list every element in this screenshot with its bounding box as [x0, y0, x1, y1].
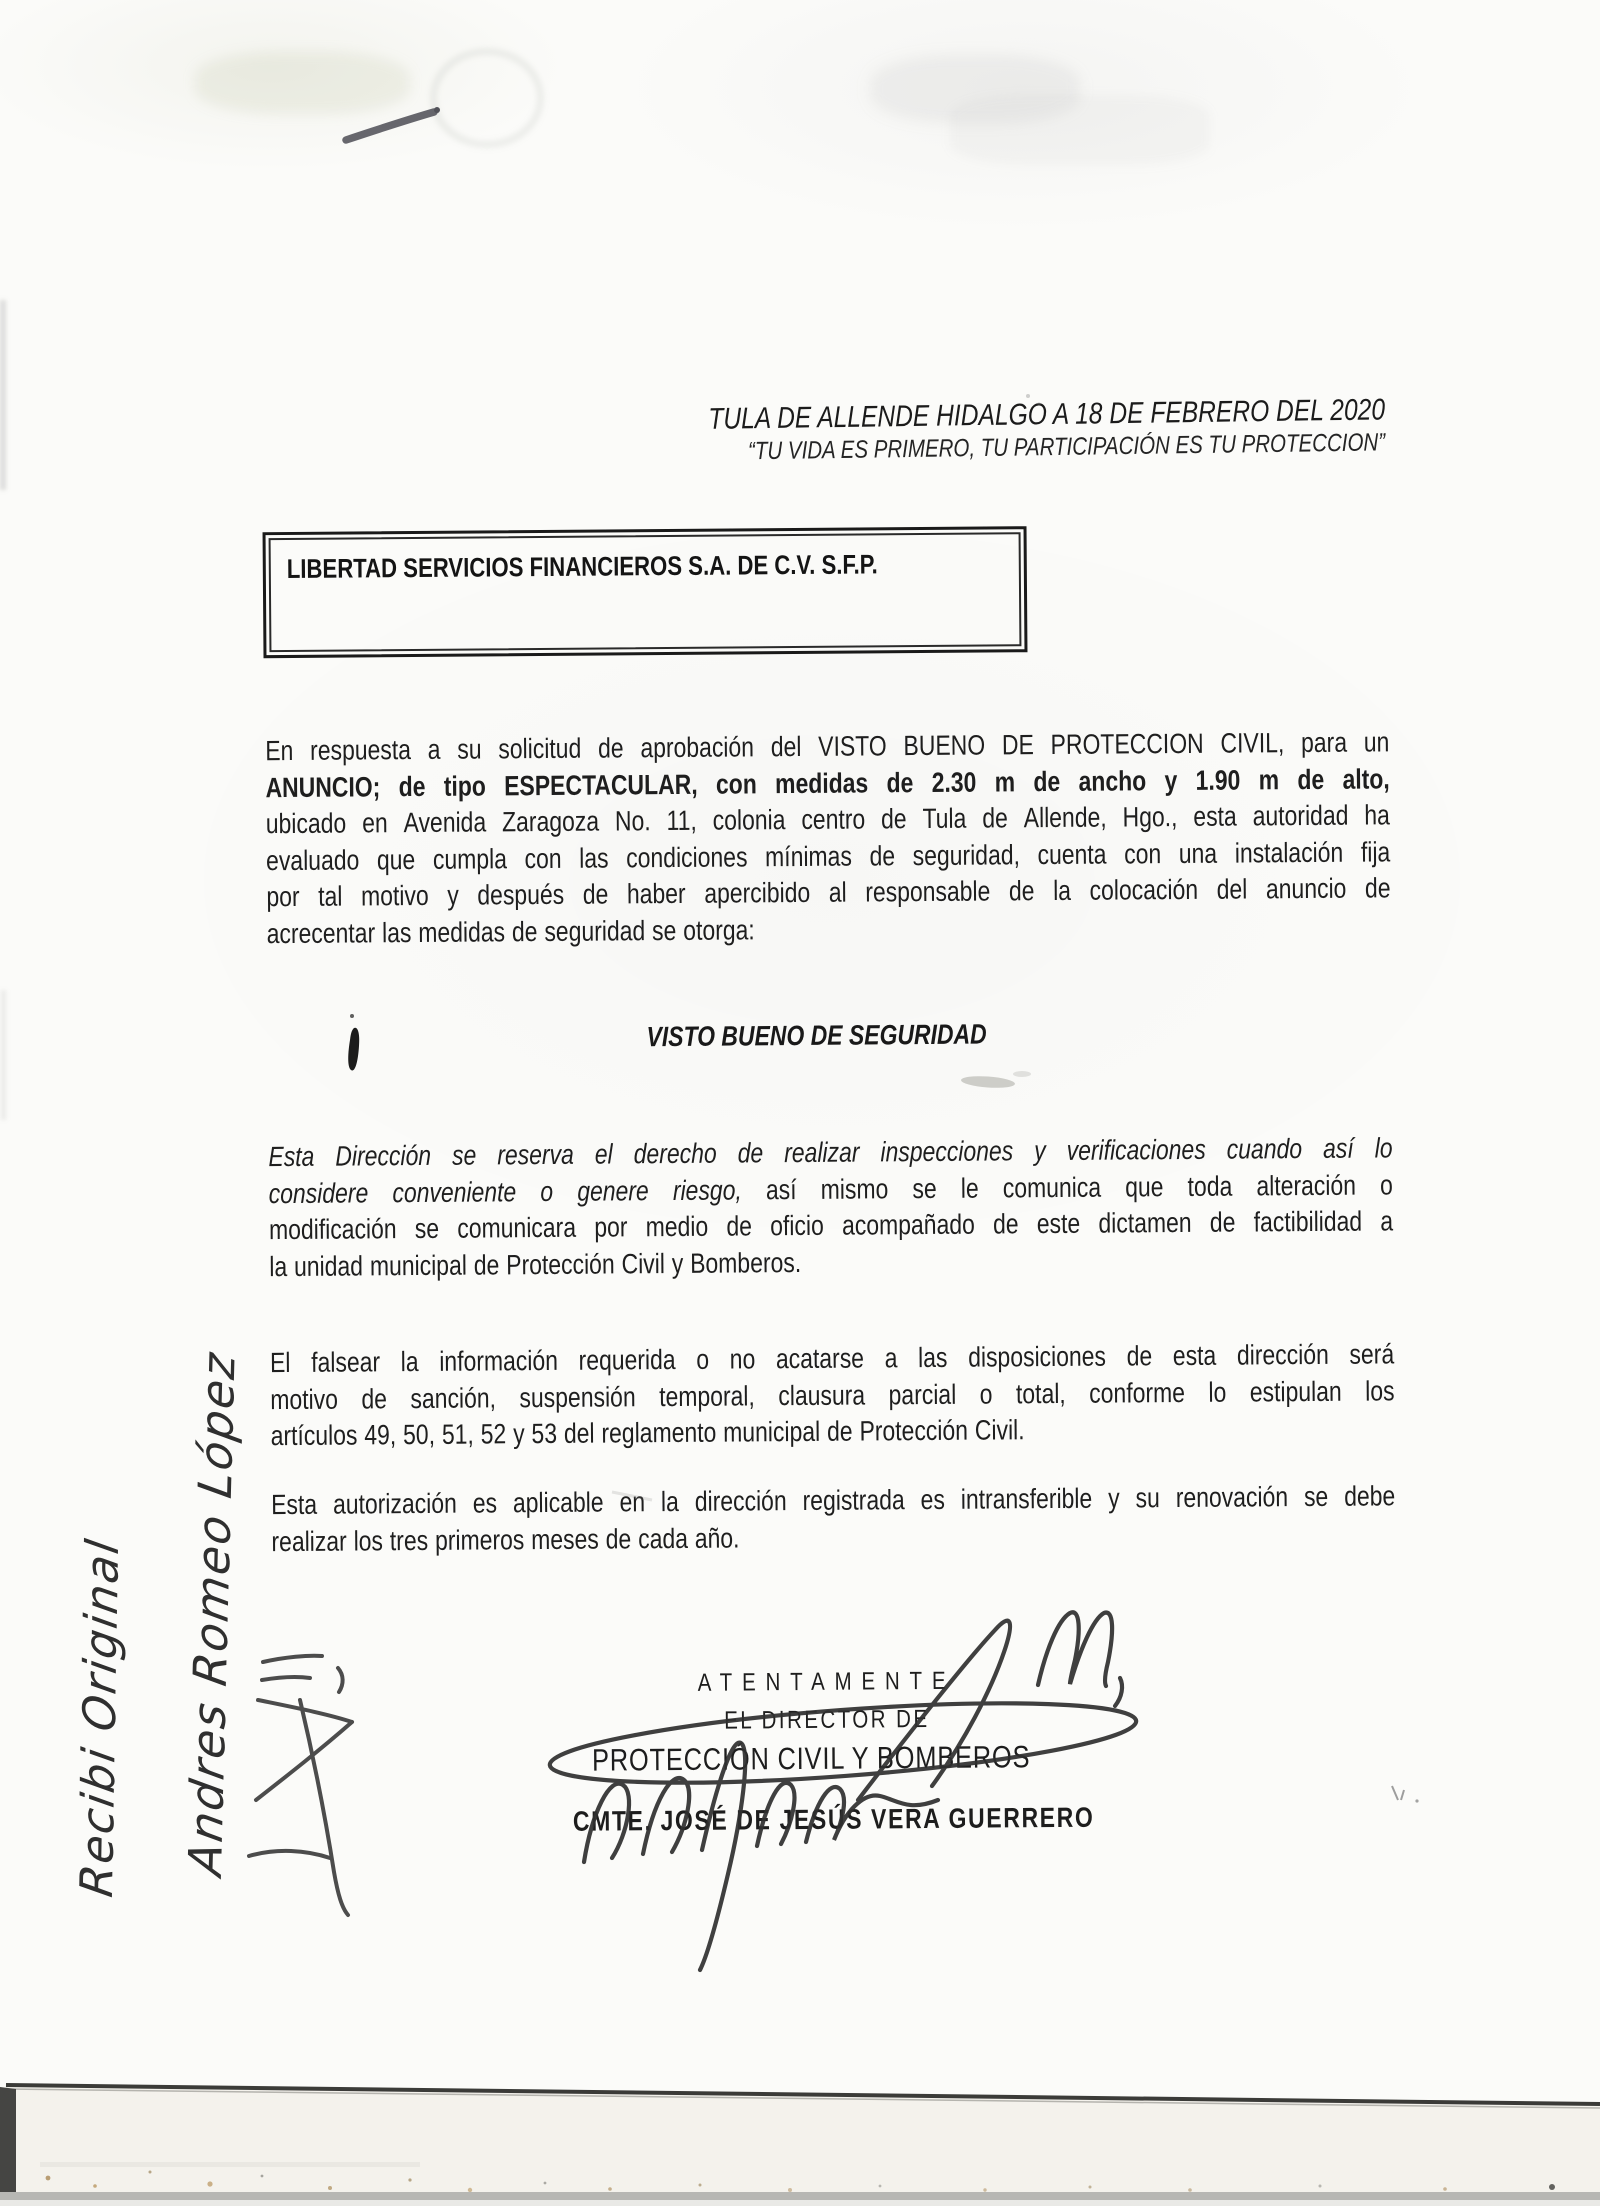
paragraph-sanctions [270, 1336, 1395, 1455]
handwritten-received-note-line1: Recibi Original [70, 1534, 130, 1901]
text-line: Esta Dirección se reserva el derecho de realizar inspecciones y verificaciones cuando así lo [268, 1132, 1393, 1173]
text-line: motivo de sanción, suspensión temporal, clausura parcial o total, conforme lo estipulan los [270, 1374, 1395, 1415]
addressee-box [263, 526, 1028, 658]
date-block [559, 393, 1385, 469]
text-line: acrecentar las medidas de seguridad se otorga: [266, 914, 755, 950]
closing-signer-name: CMTE. JOSÉ DE JESÚS VERA GUERRERO [572, 1801, 1095, 1837]
text-line: considere conveniente o genere riesgo, así mismo se le comunica que toda alteración o [268, 1168, 1393, 1209]
text-line: la unidad municipal de Protección Civil y Bomberos. [269, 1246, 802, 1282]
paragraph-inspections [268, 1130, 1393, 1285]
text-line: realizar los tres primeros meses de cada año. [271, 1522, 740, 1557]
document-heading: VISTO BUENO DE SEGURIDAD [646, 1018, 987, 1053]
text-line: ANUNCIO; de tipo ESPECTACULAR, con medidas de 2.30 m de ancho y 1.90 m de alto, [265, 762, 1390, 803]
text-line: ubicado en Avenida Zaragoza No. 11, colonia centro de Tula de Allende, Hgo., esta autoridad ha [265, 799, 1390, 840]
closing-salutation: ATENTAMENTE [697, 1666, 956, 1697]
addressee-name: LIBERTAD SERVICIOS FINANCIEROS S.A. DE C.V. S.F.P. [286, 549, 878, 585]
paragraph-intro [265, 724, 1391, 952]
motto-line: “TU VIDA ES PRIMERO, TU PARTICIPACIÓN ES TU PROTECCION” [747, 428, 1386, 466]
text-line: por tal motivo y después de haber apercibido al responsable de la colocación del anuncio de [266, 872, 1391, 913]
paragraph-validity [271, 1478, 1396, 1560]
handwritten-received-note-line2: Andres Romeo López [178, 1347, 246, 1880]
text-line: Esta autorización es aplicable en la dirección registrada es intransferible y su renovación se debe [271, 1480, 1396, 1521]
closing-office-line2: PROTECCIÓN CIVIL Y BOMBEROS [591, 1739, 1031, 1778]
text-line: artículos 49, 50, 51, 52 y 53 del reglamento municipal de Protección Civil. [270, 1414, 1025, 1452]
text-line: evaluado que cumpla con las condiciones mínimas de seguridad, cuenta con una instalación fija [265, 836, 1391, 876]
text-line: modificación se comunicara por medio de oficio acompañado de este dictamen de factibilidad a [268, 1205, 1394, 1246]
closing-office-line1: EL DIRECTOR DE [724, 1705, 930, 1735]
date-line: TULA DE ALLENDE HIDALGO A 18 DE FEBRERO DEL 2020 [707, 393, 1385, 436]
text-line: El falsear la información requerida o no acatarse a las disposiciones de esta dirección será [269, 1338, 1395, 1379]
text-line: En respuesta a su solicitud de aprobación del VISTO BUENO DE PROTECCION CIVIL, para un [265, 726, 1390, 767]
